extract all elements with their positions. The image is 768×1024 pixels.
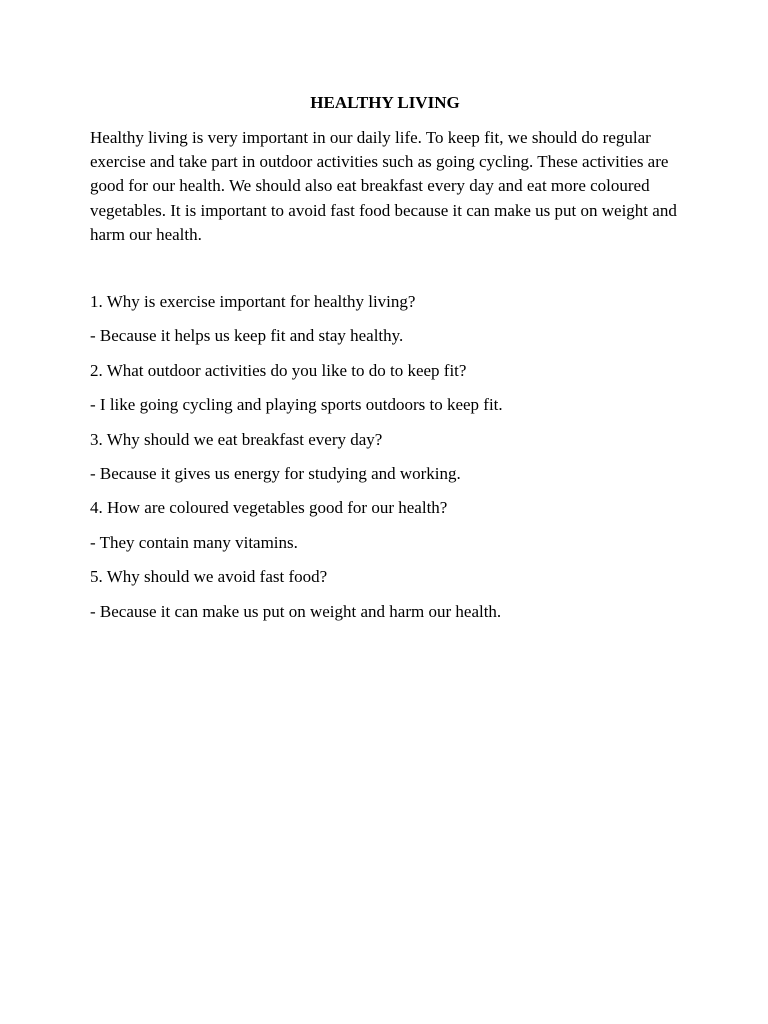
answer-5: - Because it can make us put on weight and harm our health.: [90, 601, 502, 621]
document-page: [90, 92, 680, 635]
document-title: HEALTHY LIVING: [310, 93, 460, 112]
intro-paragraph: Healthy living is very important in our daily life. To keep fit, we should do regular exercise and take part in outdoor activities such as going cycling. These activities are good for our health. We should also eat breakfast every day and eat more coloured vegetables. It is important to avoid fast food because it can make us put on weight and harm our health.: [90, 128, 677, 244]
question-1: 1. Why is exercise important for healthy living?: [90, 292, 416, 312]
question-3: 3. Why should we eat breakfast every day?: [90, 429, 383, 449]
answer-2: - I like going cycling and playing sports outdoors to keep fit.: [90, 395, 503, 415]
question-answer-list: [90, 291, 680, 623]
question-4: 4. How are coloured vegetables good for our health?: [90, 498, 448, 518]
answer-3: - Because it gives us energy for studying and working.: [90, 463, 461, 483]
question-2: 2. What outdoor activities do you like to do to keep fit?: [90, 360, 467, 380]
answer-4: - They contain many vitamins.: [90, 532, 298, 552]
question-5: 5. Why should we avoid fast food?: [90, 567, 328, 587]
answer-1: - Because it helps us keep fit and stay healthy.: [90, 326, 404, 346]
